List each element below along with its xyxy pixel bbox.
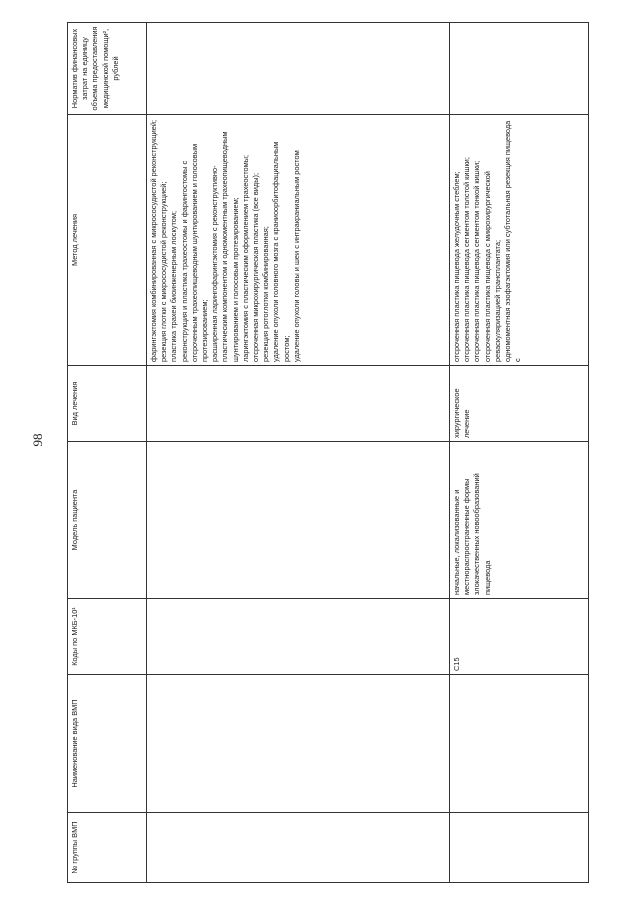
method-item: удаление опухоли головы и шеи с интракраниальным ростом	[291, 150, 301, 362]
cell-type: хирургическое лечение	[450, 366, 589, 442]
cell-method	[450, 115, 589, 366]
method-item: пластика трахеи биоинженерным лоскутом;	[169, 210, 179, 362]
header-row	[68, 23, 147, 883]
cell-codes: C15	[450, 599, 589, 675]
table-row	[147, 23, 450, 883]
header-type: Вид лечения	[68, 366, 147, 442]
header-norm: Норматив финансовых затрат на единицу объема предоставления медицинской помощи², рублей	[68, 23, 147, 115]
table-row	[450, 23, 589, 883]
cell-norm	[450, 23, 589, 115]
method-item: отсроченная пластика пищевода с микрохирургической реваскуляризацией трансплантата;	[482, 171, 502, 362]
method-item: расширенная ларингофарингэктомия с реконструктивно-пластическим компонентом и одномоментным трахеопищеводным шунтированием и голосовым протезированием;	[210, 131, 240, 362]
method-item: отсроченная пластика пищевода сегментом толстой кишки;	[462, 157, 472, 362]
method-item: удаление опухоли головного мозга с краниоорбитофациальным ростом;	[271, 141, 291, 362]
rotated-table-container	[67, 23, 575, 883]
cell-model: начальные, локализованные и местнораспространенные формы злокачественных новообразований пищевода	[450, 442, 589, 599]
cell-num	[147, 813, 450, 883]
cell-model	[147, 442, 450, 599]
cell-codes	[147, 599, 450, 675]
method-item: реконструкция и пластика трахеостомы и фарингостомы с отсроченным трахеопищеводным шунтированием и голосовым протезированием;	[179, 143, 210, 362]
header-num: № группы ВМП	[68, 813, 147, 883]
method-item: отсроченная пластика пищевода сегментом тонкой кишки;	[472, 160, 482, 362]
vmp-table	[67, 22, 589, 883]
cell-type	[147, 366, 450, 442]
method-item: одномоментная эзофагэктомия или субтотальная резекция пищевода с	[503, 120, 523, 362]
header-name: Наименование вида ВМП	[68, 675, 147, 813]
header-codes: Коды по МКБ-10¹	[68, 599, 147, 675]
method-item: ларингэктомия с пластическим оформлением трахеостомы;	[240, 154, 250, 362]
method-item: резекция ротоглотки комбинированная;	[261, 226, 271, 362]
cell-name	[450, 675, 589, 813]
method-item: отсроченная пластика пищевода желудочным стеблем;	[452, 171, 461, 362]
method-item: фарингэктомия комбинированная с микрососудистой реконструкцией;	[149, 119, 158, 362]
method-item: отсроченная микрохирургическая пластика (все виды);	[251, 172, 261, 362]
header-method: Метод лечения	[68, 115, 147, 366]
header-model: Модель пациента	[68, 442, 147, 599]
page-number: 98	[30, 433, 45, 447]
method-item: резекция глотки с микрососудистой реконструкцией;	[159, 181, 169, 362]
cell-method	[147, 115, 450, 366]
cell-norm	[147, 23, 450, 115]
cell-num	[450, 813, 589, 883]
cell-name	[147, 675, 450, 813]
